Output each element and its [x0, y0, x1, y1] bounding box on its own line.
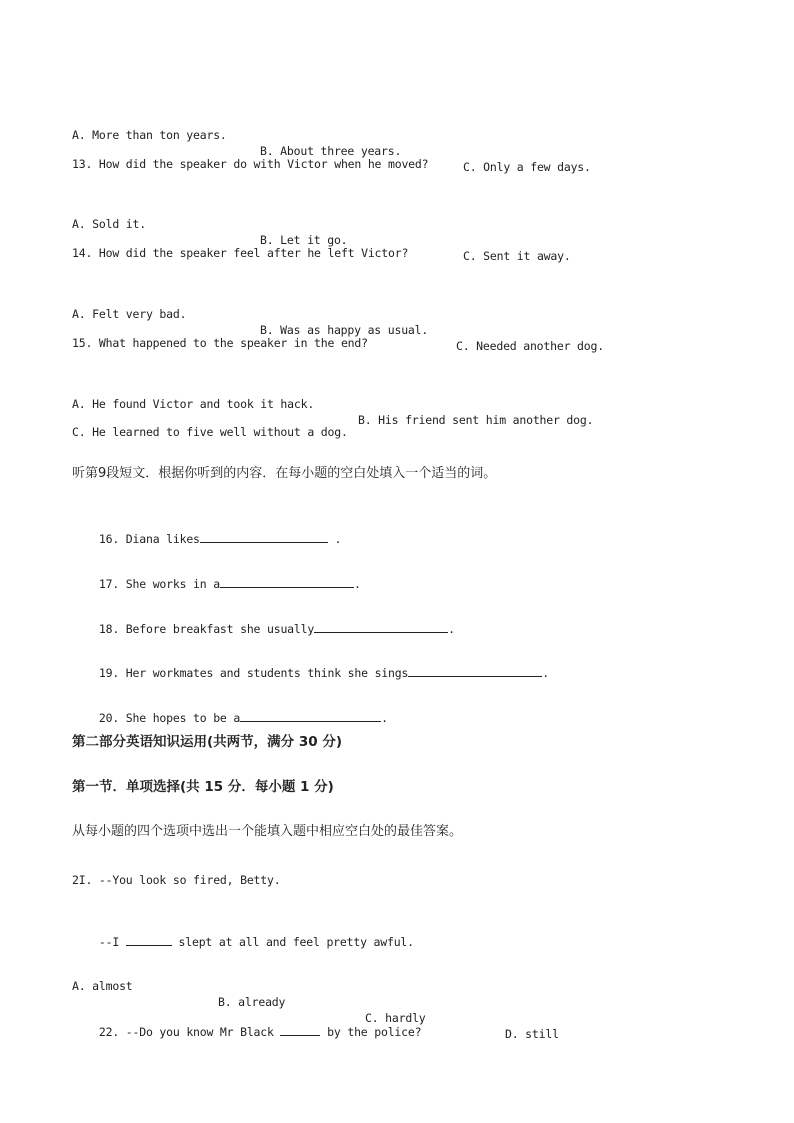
q15-option-c: C. He learned to five well without a dog.: [72, 425, 348, 439]
q21-option-c: C. hardly: [365, 1011, 426, 1025]
q14-option-c: C. Needed another dog.: [456, 339, 604, 353]
q21-option-d: D. still: [505, 1027, 559, 1041]
fill-in-q16: [72, 514, 341, 563]
q21-line2: [72, 917, 414, 966]
fill-in-q17-suffix: .: [353, 577, 361, 591]
fill-in-q18-suffix: .: [448, 622, 455, 636]
q22-prefix: 22. --Do you know Mr Black: [98, 1025, 281, 1039]
q21-line2-suffix: slept at all and feel pretty awful.: [171, 935, 414, 949]
q13-question: 13. How did the speaker do with Victor when he moved?: [72, 157, 429, 171]
q13-option-c: C. Sent it away.: [463, 249, 571, 263]
q14-question: 14. How did the speaker feel after he left Victor?: [72, 246, 409, 260]
q21-line1: 2I. --You look so fired, Betty.: [72, 873, 281, 887]
q14-option-a: A. Felt very bad.: [72, 307, 187, 321]
q22-suffix: by the police?: [320, 1025, 422, 1039]
fill-in-q17-text: 17. She works in a: [98, 577, 220, 591]
q12-option-b: B. About three years.: [260, 144, 402, 158]
section1-title: 第一节．单项选择(共 15 分．每小题 1 分): [72, 779, 334, 795]
q22-question: [72, 1007, 421, 1056]
q15-option-b: B. His friend sent him another dog.: [358, 413, 594, 427]
q15-option-a: A. He found Victor and took it hack.: [72, 397, 315, 411]
section1-instruction: 从每小题的四个选项中选出一个能填入题中相应空白处的最佳答案。: [72, 824, 463, 839]
fill-in-q17: [72, 559, 361, 608]
q12-option-a: A. More than ton years.: [72, 128, 227, 142]
q22-blank[interactable]: [280, 1023, 320, 1036]
fill-in-q19-suffix: .: [542, 666, 549, 680]
fill-in-q18-blank[interactable]: [314, 620, 448, 633]
q21-blank[interactable]: [126, 933, 172, 946]
fill-in-q16-text: 16. Diana likes: [98, 532, 200, 546]
q13-option-b: B. Let it go.: [260, 233, 348, 247]
section9-instruction: 听第9段短文．根据你听到的内容．在每小题的空白处填入一个适当的词。: [72, 466, 497, 481]
q21-option-b: B. already: [218, 995, 286, 1009]
fill-in-q18: [72, 604, 455, 653]
q21-option-a: A. almost: [72, 979, 133, 993]
part2-title: 第二部分英语知识运用(共两节，满分 30 分): [72, 734, 343, 750]
fill-in-q19: [72, 648, 549, 697]
q12-option-c: C. Only a few days.: [463, 160, 591, 174]
q13-option-a: A. Sold it.: [72, 217, 146, 231]
fill-in-q19-text: 19. Her workmates and students think she sings: [98, 666, 409, 680]
fill-in-q17-blank[interactable]: [220, 575, 354, 588]
fill-in-q20-blank[interactable]: [240, 709, 381, 722]
fill-in-q18-text: 18. Before breakfast she usually: [98, 622, 315, 636]
fill-in-q16-blank[interactable]: [200, 530, 328, 543]
fill-in-q19-blank[interactable]: [408, 664, 542, 677]
fill-in-q20-text: 20. She hopes to be a: [98, 711, 241, 725]
fill-in-q16-suffix: .: [327, 532, 342, 546]
fill-in-q20-suffix: .: [381, 711, 388, 725]
q21-line2-prefix: --I: [98, 935, 126, 949]
q14-option-b: B. Was as happy as usual.: [260, 323, 429, 337]
q15-question: 15. What happened to the speaker in the end?: [72, 336, 368, 350]
